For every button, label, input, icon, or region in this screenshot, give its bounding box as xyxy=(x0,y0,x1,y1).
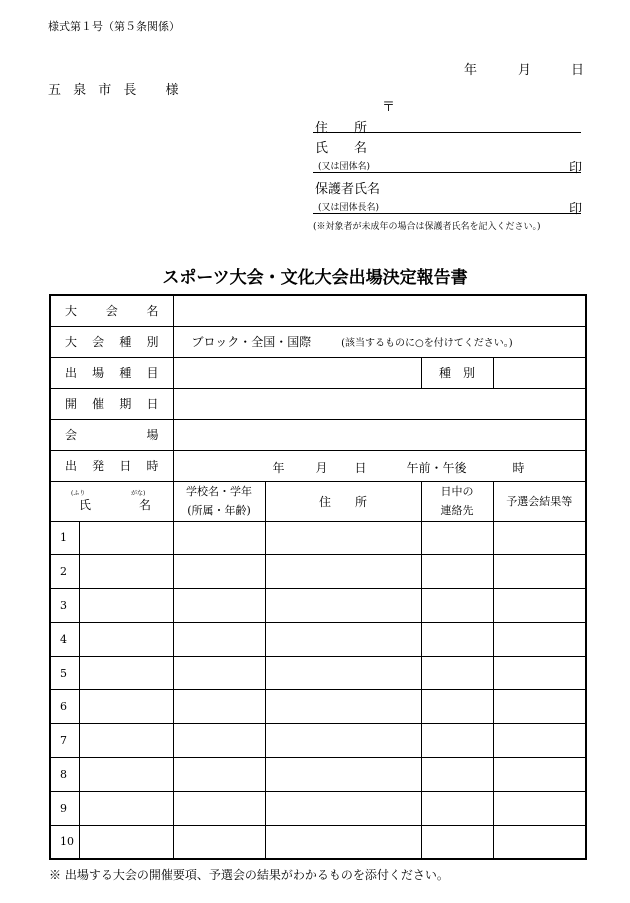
row-result-field[interactable] xyxy=(493,825,586,859)
col-header-result: 予選会結果等 xyxy=(493,481,586,521)
event-type-note: (該当するものに○を付けてください。) xyxy=(341,338,513,349)
participant-row xyxy=(50,791,586,825)
kind-field[interactable] xyxy=(493,357,586,388)
seal-mark: 印 xyxy=(569,161,583,176)
row-contact-field[interactable] xyxy=(421,690,493,724)
row-name-field[interactable] xyxy=(79,656,173,690)
row-address-field[interactable] xyxy=(265,758,421,792)
row-number: 2 xyxy=(50,555,79,589)
row-result-field[interactable] xyxy=(493,622,586,656)
row-number: 7 xyxy=(50,724,79,758)
col-header-name: (ふり がな) 氏 名 xyxy=(50,481,173,521)
row-contact-field[interactable] xyxy=(421,521,493,555)
event-type-field[interactable] xyxy=(173,326,586,357)
address-label: 住 所 xyxy=(315,121,368,136)
row-name-field[interactable] xyxy=(79,825,173,859)
row-result-field[interactable] xyxy=(493,690,586,724)
row-address-field[interactable] xyxy=(265,589,421,623)
participant-row xyxy=(50,690,586,724)
row-result-field[interactable] xyxy=(493,656,586,690)
row-address-field[interactable] xyxy=(265,791,421,825)
row-name-field[interactable] xyxy=(79,555,173,589)
row-school-field[interactable] xyxy=(173,791,265,825)
date-day: 日 xyxy=(571,63,585,78)
row-contact-field[interactable] xyxy=(421,825,493,859)
event-type-label: 大 会 種 別 xyxy=(50,326,173,357)
row-school-field[interactable] xyxy=(173,555,265,589)
period-field[interactable] xyxy=(173,388,586,419)
row-result-field[interactable] xyxy=(493,589,586,623)
row-number: 5 xyxy=(50,656,79,690)
row-school-field[interactable] xyxy=(173,521,265,555)
row-contact-field[interactable] xyxy=(421,724,493,758)
row-result-field[interactable] xyxy=(493,791,586,825)
address-line[interactable] xyxy=(313,132,581,133)
row-school-field[interactable] xyxy=(173,589,265,623)
row-result-field[interactable] xyxy=(493,521,586,555)
row-address-field[interactable] xyxy=(265,656,421,690)
name-label: 氏 名 xyxy=(315,141,368,156)
row-address-field[interactable] xyxy=(265,555,421,589)
row-contact-field[interactable] xyxy=(421,656,493,690)
guardian-label: 保護者氏名 xyxy=(315,182,381,197)
participant-row xyxy=(50,589,586,623)
name-line[interactable] xyxy=(313,172,581,173)
row-result-field[interactable] xyxy=(493,555,586,589)
venue-label: 会 場 xyxy=(50,419,173,450)
category-field[interactable] xyxy=(173,357,421,388)
row-address-field[interactable] xyxy=(265,825,421,859)
guardian-line[interactable] xyxy=(313,213,581,214)
row-school-field[interactable] xyxy=(173,825,265,859)
row-school-field[interactable] xyxy=(173,758,265,792)
row-result-field[interactable] xyxy=(493,724,586,758)
org-name-note: (又は団体名) xyxy=(318,162,371,172)
row-number: 1 xyxy=(50,521,79,555)
participant-row xyxy=(50,758,586,792)
departure-field[interactable]: 年 月 日 午前・午後 時 xyxy=(173,450,586,481)
row-school-field[interactable] xyxy=(173,690,265,724)
event-name-field[interactable] xyxy=(173,295,586,326)
participant-row xyxy=(50,724,586,758)
period-label: 開 催 期 日 xyxy=(50,388,173,419)
row-contact-field[interactable] xyxy=(421,758,493,792)
row-number: 9 xyxy=(50,791,79,825)
participant-row xyxy=(50,622,586,656)
row-school-field[interactable] xyxy=(173,622,265,656)
postal-mark: 〒 xyxy=(382,100,396,115)
event-name-label: 大 会 名 xyxy=(50,295,173,326)
form-number: 様式第１号（第５条関係） xyxy=(48,20,180,33)
col-header-address: 住 所 xyxy=(265,481,421,521)
org-head-note: (又は団体長名) xyxy=(318,203,380,213)
row-name-field[interactable] xyxy=(79,690,173,724)
row-contact-field[interactable] xyxy=(421,555,493,589)
kind-label: 種 別 xyxy=(421,357,493,388)
row-name-field[interactable] xyxy=(79,758,173,792)
row-school-field[interactable] xyxy=(173,656,265,690)
minor-note: (※対象者が未成年の場合は保護者氏名を記入ください。) xyxy=(313,222,541,232)
row-number: 8 xyxy=(50,758,79,792)
col-header-school: 学校名・学年 (所属・年齢) xyxy=(173,481,265,521)
date-year: 年 xyxy=(464,63,478,78)
row-contact-field[interactable] xyxy=(421,622,493,656)
row-number: 4 xyxy=(50,622,79,656)
row-number: 6 xyxy=(50,690,79,724)
row-address-field[interactable] xyxy=(265,622,421,656)
venue-field[interactable] xyxy=(173,419,586,450)
row-address-field[interactable] xyxy=(265,690,421,724)
row-result-field[interactable] xyxy=(493,758,586,792)
addressee: 五 泉 市 長 様 xyxy=(48,83,183,98)
page-title: スポーツ大会・文化大会出場決定報告書 xyxy=(162,268,468,288)
seal-mark-2: 印 xyxy=(569,202,583,217)
row-address-field[interactable] xyxy=(265,521,421,555)
row-name-field[interactable] xyxy=(79,521,173,555)
departure-label: 出 発 日 時 xyxy=(50,450,173,481)
date-month: 月 xyxy=(518,63,532,78)
col-header-contact: 日中の 連絡先 xyxy=(421,481,493,521)
row-number: 10 xyxy=(50,825,79,859)
participant-row xyxy=(50,555,586,589)
report-form-table xyxy=(49,294,587,860)
row-name-field[interactable] xyxy=(79,724,173,758)
row-contact-field[interactable] xyxy=(421,791,493,825)
row-address-field[interactable] xyxy=(265,724,421,758)
category-label: 出 場 種 目 xyxy=(50,357,173,388)
footer-note: ※ 出場する大会の開催要項、予選会の結果がわかるものを添付ください。 xyxy=(49,868,449,882)
row-name-field[interactable] xyxy=(79,589,173,623)
row-school-field[interactable] xyxy=(173,724,265,758)
participant-row xyxy=(50,656,586,690)
row-number: 3 xyxy=(50,589,79,623)
row-name-field[interactable] xyxy=(79,791,173,825)
row-contact-field[interactable] xyxy=(421,589,493,623)
participant-row xyxy=(50,825,586,859)
event-type-options: ブロック・全国・国際 xyxy=(191,335,312,349)
participant-row xyxy=(50,521,586,555)
row-name-field[interactable] xyxy=(79,622,173,656)
